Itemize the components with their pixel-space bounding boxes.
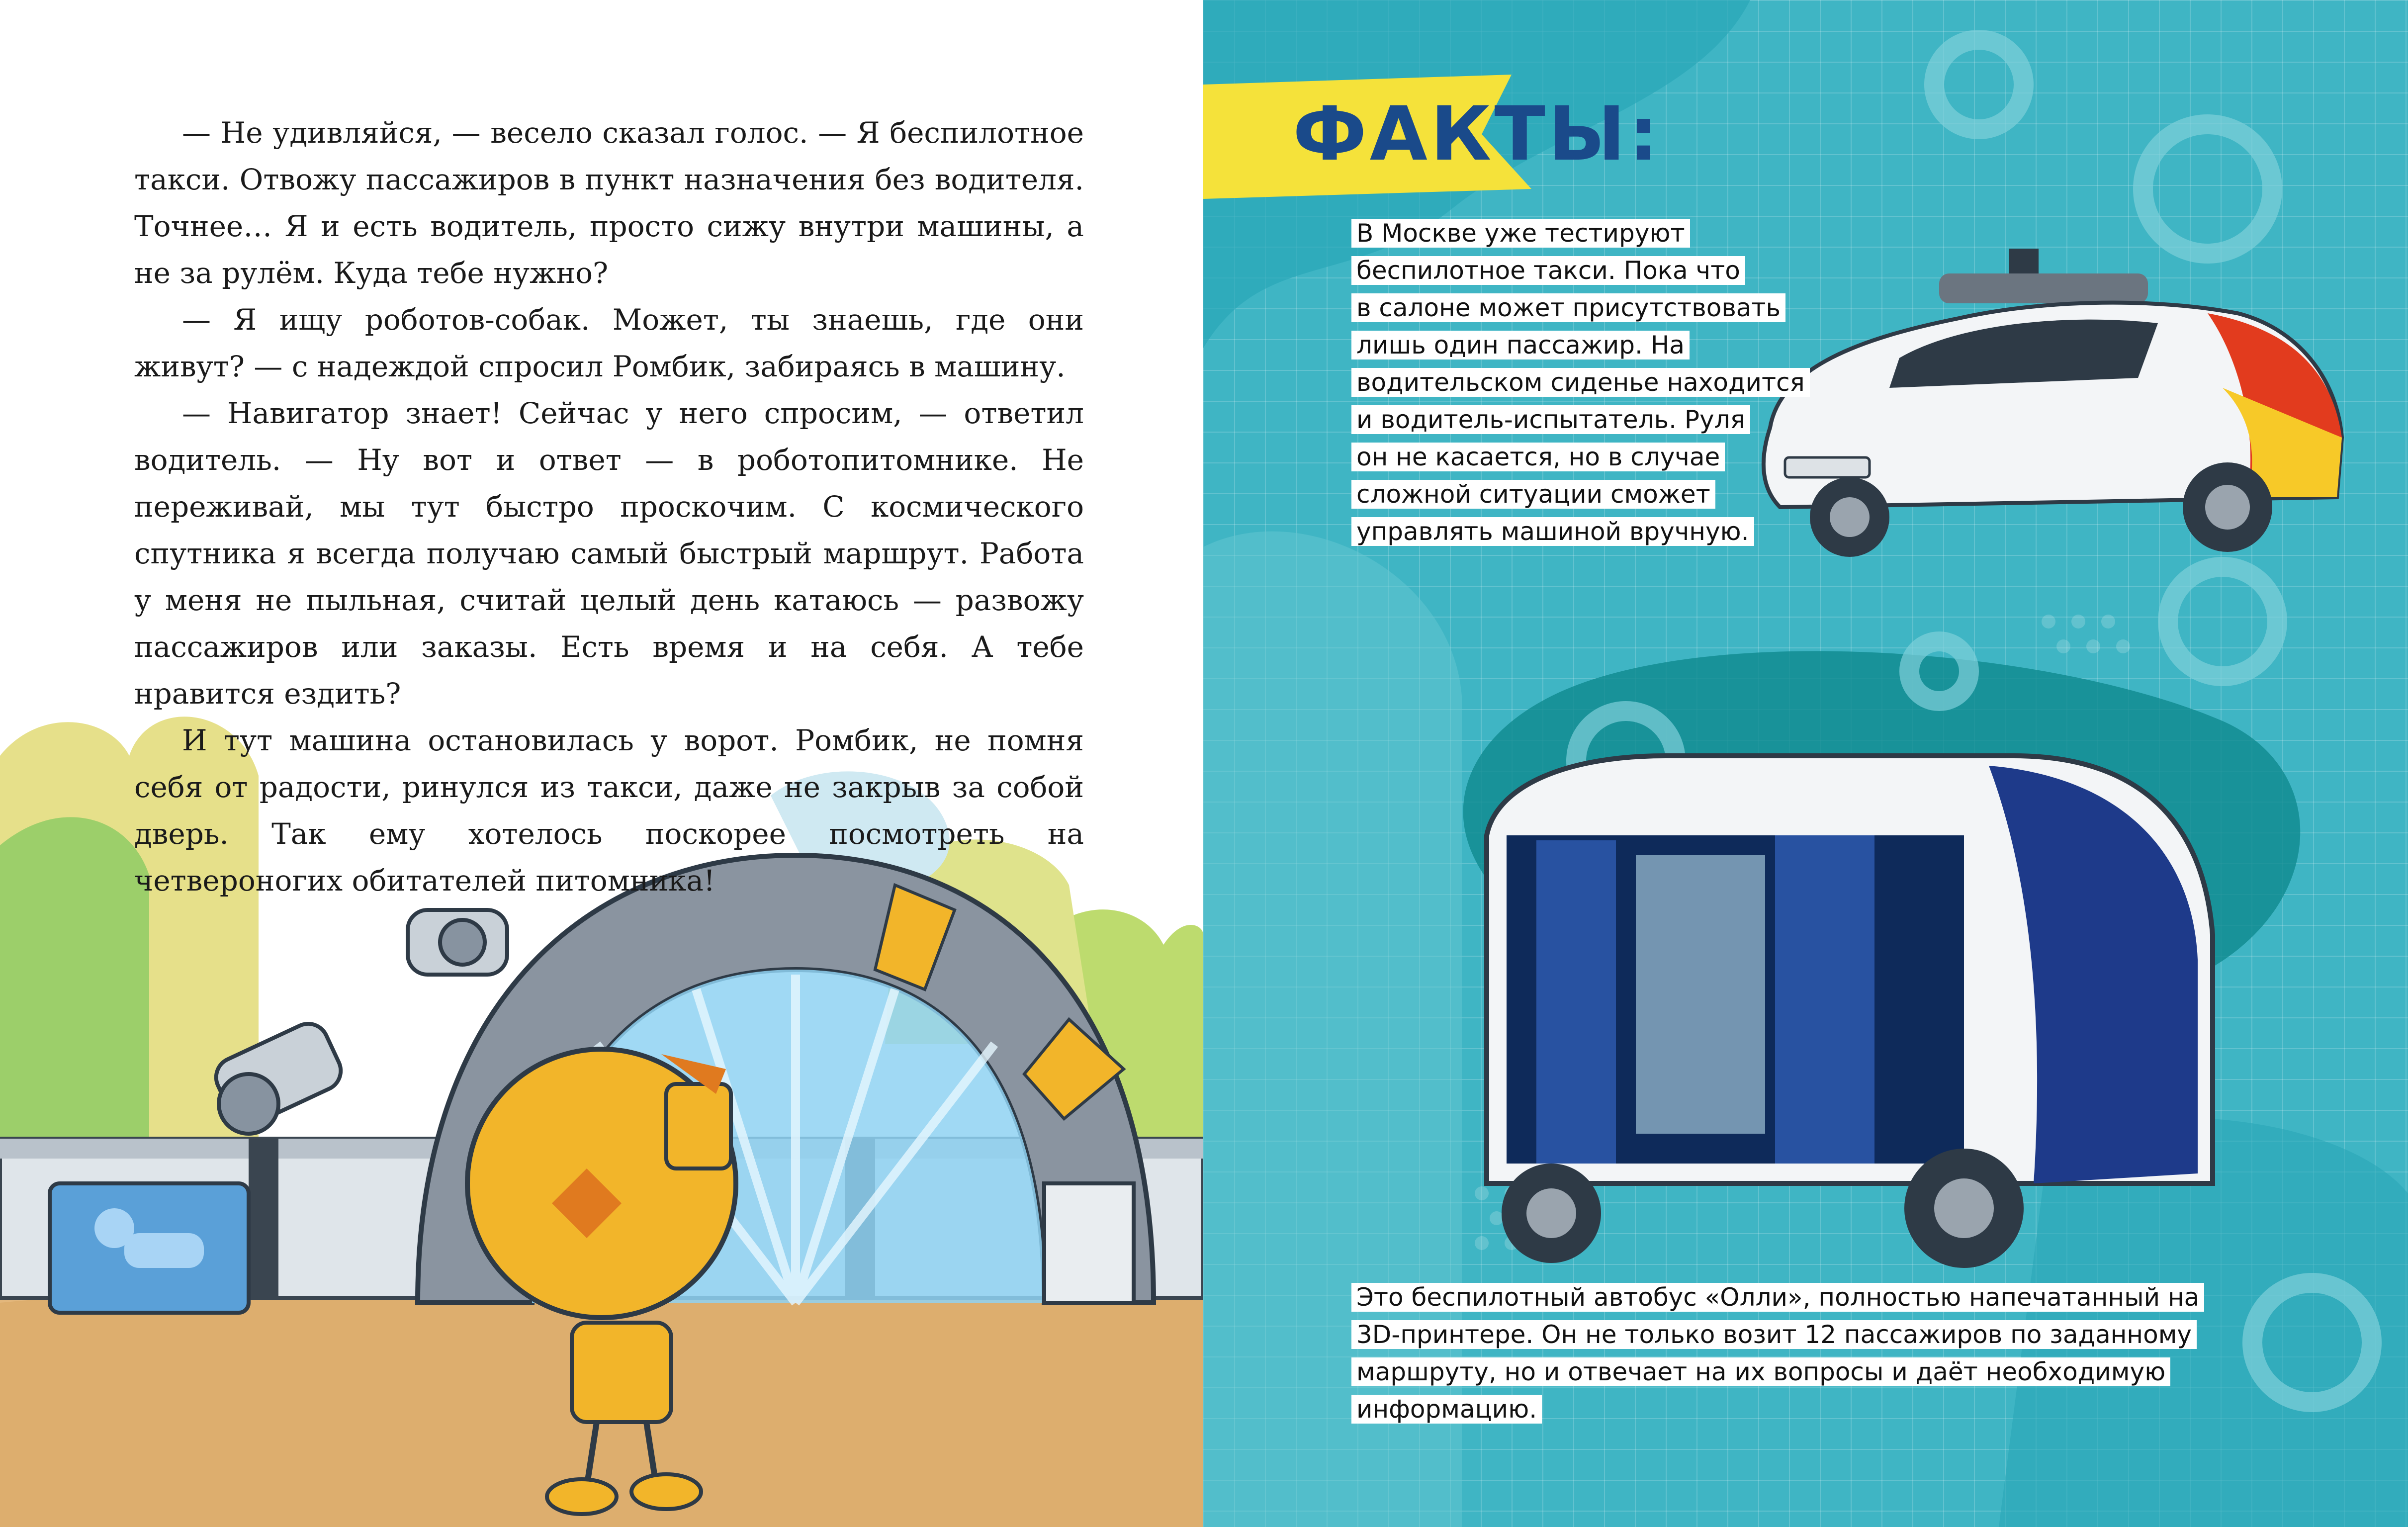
olli-bus-illustration <box>1467 736 2223 1283</box>
story-paragraph: — Не удивляйся, — весело сказал голос. — Я беспилотное такси. Отвожу пассажиров в пункт назначения без водителя. Точнее… Я и есть водитель, просто сижу внутри машины, а не за рулём. Куда тебе нужно? <box>134 116 1084 290</box>
fact-line: и водитель-испытатель. Руля <box>1351 405 1750 434</box>
fact-line: информацию. <box>1351 1395 1542 1424</box>
fact-line: управлять машиной вручную. <box>1351 517 1754 546</box>
story-text <box>134 109 1084 904</box>
taxi-car-illustration <box>1750 239 2352 562</box>
left-page <box>0 0 1203 1527</box>
fact-taxi-text <box>1351 215 1805 550</box>
fact-line: водительском сиденье находится <box>1351 368 1810 397</box>
story-paragraph: — Навигатор знает! Сейчас у него спросим, — ответил водитель. — Ну вот и ответ — в роботопитомнике. Не переживай, мы тут быстро проскочим. С космического спутника я всегда получаю самый быстрый маршрут. Работа у меня не пыльная, считай целый день катаюсь — развожу пассажиров или заказы. Есть время и на себя. А тебе нравится ездить? <box>134 396 1084 711</box>
story-paragraph: И тут машина остановилась у ворот. Ромбик, не помня себя от радости, ринулся из такси, даже не закрыв за собой дверь. Так ему хотелось поскорее посмотреть на четвероногих обитателей питомника! <box>134 723 1084 898</box>
fact-bus-text <box>1351 1279 2207 1428</box>
fact-line: В Москве уже тестируют <box>1351 219 1690 248</box>
fact-line: беспилотное такси. Пока что <box>1351 256 1745 285</box>
story-paragraph: — Я ищу роботов-собак. Может, ты знаешь, где они живут? — с надеждой спросил Ромбик, забираясь в машину. <box>134 303 1084 383</box>
fact-line: лишь один пассажир. На <box>1351 331 1690 359</box>
fact-line: он не касается, но в случае <box>1351 443 1725 471</box>
fact-line: сложной ситуации сможет <box>1351 480 1715 509</box>
fact-line: Это беспилотный автобус «Олли», полностью напечатанный на <box>1351 1283 2204 1312</box>
fact-line: маршруту, но и отвечает на их вопросы и даёт необходимую <box>1351 1357 2170 1386</box>
fact-line: в салоне может присутствовать <box>1351 293 1785 322</box>
facts-title: ФАКТЫ: <box>1293 91 1662 178</box>
fact-line: 3D-принтере. Он не только возит 12 пассажиров по заданному <box>1351 1320 2197 1349</box>
